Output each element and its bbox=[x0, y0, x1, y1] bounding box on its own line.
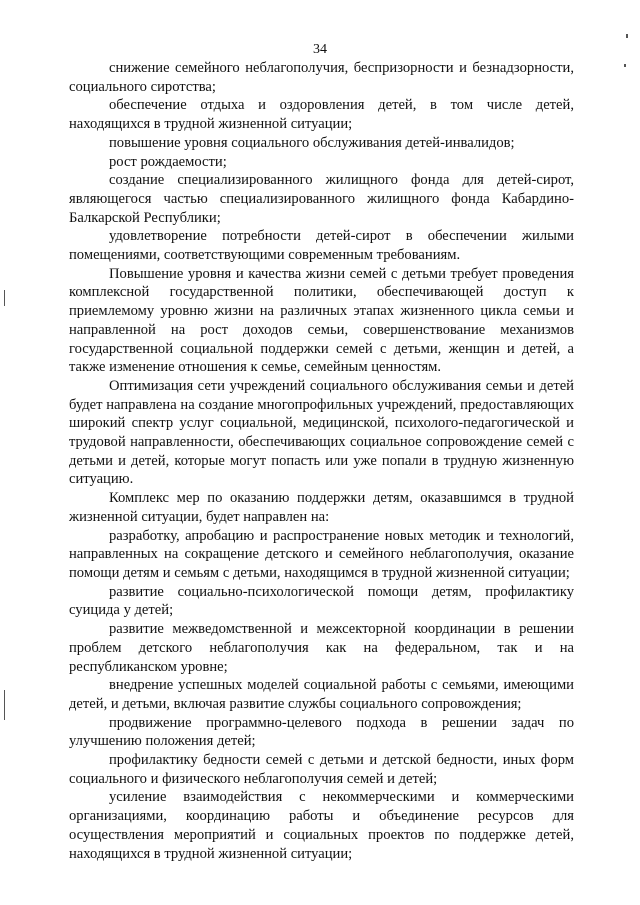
paragraph: снижение семейного неблагополучия, беспризорности и безнадзорности, социального сиротства; bbox=[69, 60, 574, 95]
paragraph: усиление взаимодействия с некоммерческими и коммерческими организациями, координацию работы и объединение ресурсов для осуществления мероприятий и социальных проектов по поддержке детей, находящихся в трудной жизненной ситуации; bbox=[69, 789, 574, 862]
page-number: 34 bbox=[313, 42, 327, 57]
paragraph: создание специализированного жилищного фонда для детей-сирот, являющегося частью специализированного жилищного фонда Кабардино-Балкарской Республики; bbox=[69, 172, 574, 226]
paragraph: Повышение уровня и качества жизни семей с детьми требует проведения комплексной государственной политики, обеспечивающей доступ к приемлемому уровню жизни на различных этапах жизненного цикла семьи и направленной на рост доходов семьи, совершенствование механизмов государственной социальной поддержки семей с детьми, женщин и детей, а также изменение отношения к семье, семейным ценностям. bbox=[69, 265, 574, 376]
paragraph: удовлетворение потребности детей-сирот в обеспечении жилыми помещениями, соответствующими современным требованиям. bbox=[69, 228, 574, 264]
paragraph: рост рождаемости; bbox=[109, 153, 227, 170]
scan-margin-mark bbox=[624, 64, 626, 67]
paragraph: повышение уровня социального обслуживания детей-инвалидов; bbox=[109, 134, 515, 151]
paragraph: внедрение успешных моделей социальной работы с семьями, имеющими детей, и детьми, включая развитие службы социального сопровождения; bbox=[69, 677, 574, 712]
scan-margin-mark bbox=[4, 290, 5, 306]
paragraph: профилактику бедности семей с детьми и детской бедности, иных форм социального и физического неблагополучия семей и детей; bbox=[69, 752, 574, 787]
paragraph: Комплекс мер по оказанию поддержки детям, оказавшимся в трудной жизненной ситуации, будет направлен на: bbox=[69, 490, 574, 525]
scan-margin-mark bbox=[4, 690, 5, 720]
paragraph: Оптимизация сети учреждений социального обслуживания семьи и детей будет направлена на создание многопрофильных учреждений, предоставляющих широкий спектр услуг социальной, медицинской, психолого-педагогической и трудовой направленности, обеспечивающих социальное сопровождение семей с детьми и детей, которые могут попасть или уже попали в трудную жизненную ситуацию. bbox=[69, 377, 574, 488]
scan-margin-mark bbox=[626, 34, 628, 38]
paragraph: развитие социально-психологической помощи детям, профилактику суицида у детей; bbox=[69, 583, 574, 619]
paragraph: обеспечение отдыха и оздоровления детей, в том числе детей, находящихся в трудной жизненной ситуации; bbox=[69, 97, 574, 133]
document-body bbox=[69, 59, 574, 863]
paragraph: продвижение программно-целевого подхода в решении задач по улучшению положения детей; bbox=[69, 714, 574, 750]
paragraph: развитие межведомственной и межсекторной координации в решении проблем детского неблагополучия как на федеральном, так и на республиканском уровне; bbox=[69, 621, 574, 675]
paragraph: разработку, апробацию и распространение новых методик и технологий, направленных на сокращение детского и семейного неблагополучия, оказание помощи детям и семьям с детьми, находящимся в трудной жизненной ситуации; bbox=[69, 527, 574, 581]
